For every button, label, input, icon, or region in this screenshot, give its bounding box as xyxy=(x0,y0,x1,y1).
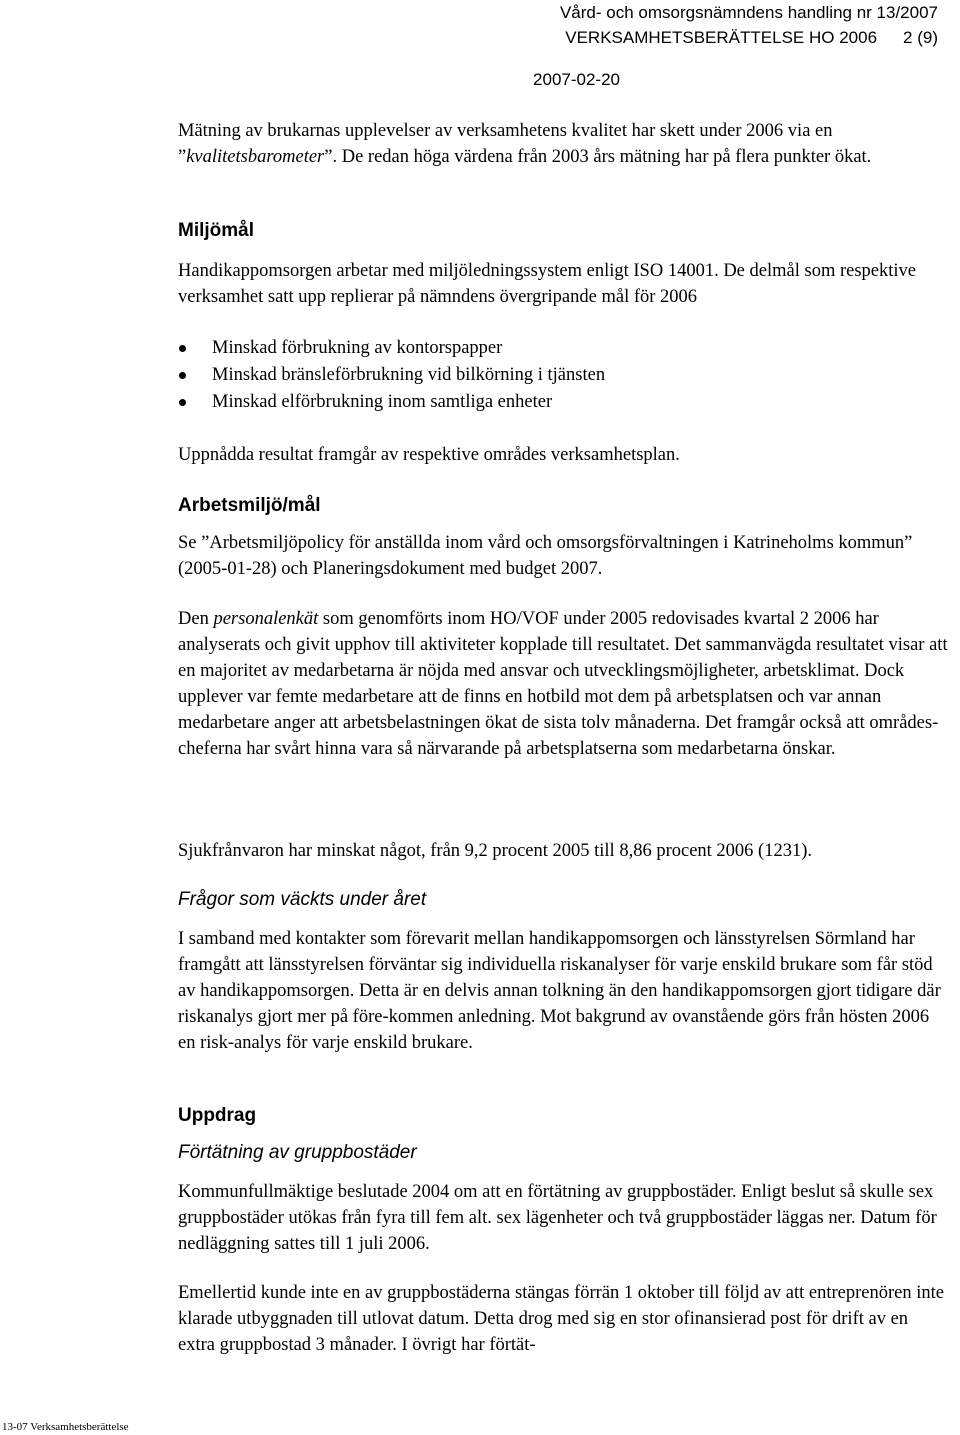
page-number: 2 (9) xyxy=(903,28,938,47)
intro-text-start: Mätning av brukarnas upplevelser av verksamhetens kvalitet har skett under 2006 via en ” xyxy=(178,121,833,167)
header-report-title: VERKSAMHETSBERÄTTELSE HO 2006 xyxy=(565,28,878,47)
list-item: Minskad förbrukning av kontorspapper xyxy=(178,335,938,362)
heading-fragor: Frågor som väckts under året xyxy=(178,889,427,910)
list-item: Minskad elförbrukning inom samtliga enheter xyxy=(178,389,938,416)
list-item: Minskad bränsleförbrukning vid bilkörning i tjänsten xyxy=(178,362,938,389)
miljo-result-paragraph: Uppnådda resultat framgår av respektive områdes verksamhetsplan. xyxy=(178,445,680,465)
fragor-paragraph: I samband med kontakter som förevarit mellan handikappomsorgen och länsstyrelsen Sörmland har framgått att länsstyrelsen förväntar sig individuella riskanalyser för varje enskild brukare som får stöd av handikappomsorgen. Detta är en delvis annan tolkning än den handikappomsorgen gjort tidigare där riskanalys gjort mer på före-kommen anledning. Mot bakgrund av ovanstående görs från hösten 2006 en risk-analys för varje enskild brukare. xyxy=(178,929,941,1053)
header-title: Vård- och omsorgsnämndens handling nr 13/2007 xyxy=(559,3,938,22)
intro-text-end: ”. De redan höga värdena från 2003 års mätning har på flera punkter ökat. xyxy=(324,147,872,167)
intro-italic-term: kvalitetsbarometer xyxy=(186,147,325,167)
subheading-fortatning: Förtätning av gruppbostäder xyxy=(178,1142,417,1163)
miljo-goal-list xyxy=(178,335,938,416)
uppdrag-paragraph-2: Emellertid kunde inte en av gruppbostäderna stängas förrän 1 oktober till följd av att entreprenören inte klarade utbyggnaden till utlovat datum. Detta drog med sig en stor ofinansierad post för drift av en extra gruppbostad 3 månader. I övrigt har förtät- xyxy=(178,1283,944,1355)
uppdrag-paragraph-1: Kommunfullmäktige beslutade 2004 om att en förtätning av gruppbostäder. Enligt beslut så skulle sex gruppbostäder utökas från fyra till fem alt. sex lägenheter och två gruppbostäder läggas ner. Datum för nedläggning sattes till 1 juli 2006. xyxy=(178,1182,937,1254)
sickness-paragraph: Sjukfrånvaron har minskat något, från 9,2 procent 2005 till 8,86 procent 2006 (1231). xyxy=(178,841,812,861)
header-report-line xyxy=(565,27,938,49)
personalenkat-paragraph xyxy=(178,606,948,762)
heading-arbetsmiljo: Arbetsmiljö/mål xyxy=(178,495,321,516)
intro-paragraph xyxy=(178,118,948,170)
header-date: 2007-02-20 xyxy=(533,70,620,89)
heading-miljomal: Miljömål xyxy=(178,220,255,241)
arbetsmiljo-policy-paragraph: Se ”Arbetsmiljöpolicy för anställda inom vård och omsorgsförvaltningen i Katrineholms kommun” (2005-01-28) och Planeringsdokument med budget 2007. xyxy=(178,533,913,579)
personal-text-end: som genomförts inom HO/VOF under 2005 redovisades kvartal 2 2006 har analyserats och givit upphov till aktiviteter kopplade till resultatet. Det sammanvägda resultatet visar att en majoritet av medarbetarna är nöjda med ansvar och utvecklingsmöjligheter, arbetsklimat. Dock upplever var femte medarbetare att de finns en hotbild mot dem på arbetsplatsen och var annan medarbetare anger att arbetsbelastningen ökat de sista tolv månaderna. Det framgår också att områdes-cheferna har svårt hinna vara så närvarande på arbetsplatserna som medarbetarna önskar. xyxy=(178,609,948,759)
personal-italic-term: personalenkät xyxy=(213,609,319,629)
personal-text-start: Den xyxy=(178,609,214,629)
footer-label: 13-07 Verksamhetsberättelse xyxy=(2,1421,129,1433)
miljo-paragraph: Handikappomsorgen arbetar med miljöledningssystem enligt ISO 14001. De delmål som respektive verksamhet satt upp replierar på nämndens övergripande mål för 2006 xyxy=(178,261,916,307)
heading-uppdrag: Uppdrag xyxy=(178,1105,257,1126)
